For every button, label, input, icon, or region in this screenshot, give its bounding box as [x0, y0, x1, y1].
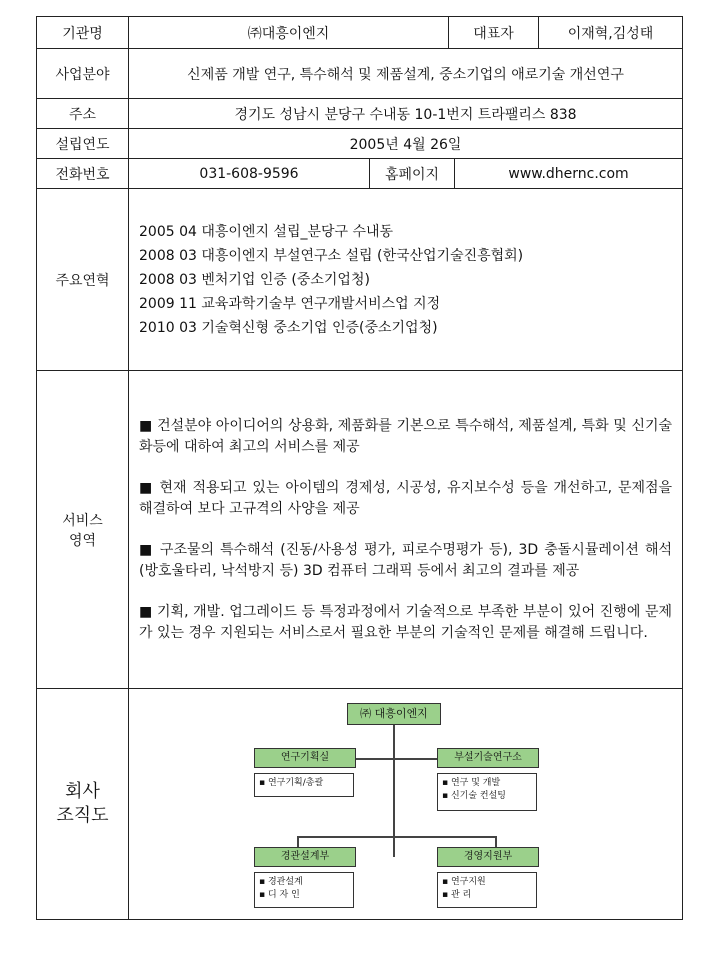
org-unit-item: ▪ 연구기획/총괄 [259, 778, 324, 788]
org-unit-item: ▪ 연구지원 [442, 877, 486, 887]
history-label: 주요연혁 [37, 189, 129, 371]
phone-value: 031-608-9596 [129, 159, 370, 189]
ceo-value: 이재혁,김성태 [539, 17, 683, 49]
org-connector [297, 836, 497, 838]
org-unit-body [254, 773, 354, 797]
org-unit-title: 부설기술연구소 [437, 748, 539, 768]
history-item: 2005 04 대흥이엔지 설립_분당구 수내동 [139, 223, 394, 240]
service-item: ■ 구조물의 특수해석 (진동/사용성 평가, 피로수명평가 등), 3D 충돌시뮬레이션 해석 (방호울타리, 낙석방지 등) 3D 컴퓨터 그래픽 등에서 최고의 결과를 제공 [139, 541, 673, 579]
org-unit-body [437, 773, 537, 811]
services-label [37, 371, 129, 689]
services-label-line2: 영역 [68, 532, 97, 549]
homepage-link[interactable]: www.dhernc.com [455, 159, 683, 189]
ceo-label: 대표자 [449, 17, 539, 49]
phone-label: 전화번호 [37, 159, 129, 189]
org-unit-item: ▪ 신기술 컨설팅 [442, 791, 506, 801]
business-label: 사업분야 [37, 49, 129, 99]
org-chart-cell [129, 689, 683, 920]
org-unit-title: 연구기획실 [254, 748, 356, 768]
org-chart [129, 689, 682, 920]
founded-label: 설립연도 [37, 129, 129, 159]
service-item: ■ 건설분야 아이디어의 상용화, 제품화를 기본으로 특수해석, 제품설계, 특화 및 신기술화등에 대하여 최고의 서비스를 제공 [139, 417, 673, 455]
history-item: 2008 03 벤처기업 인증 (중소기업청) [139, 271, 370, 288]
org-unit-item: ▪ 경관설계 [259, 877, 303, 887]
address-value: 경기도 성남시 분당구 수내동 10-1번지 트라팰리스 838 [129, 99, 683, 129]
history-item: 2010 03 기술혁신형 중소기업 인증(중소기업청) [139, 319, 438, 336]
services-label-line1: 서비스 [62, 512, 103, 529]
org-chart-label [37, 689, 129, 920]
company-info-table [36, 16, 683, 920]
org-unit-title: 경관설계부 [254, 847, 356, 867]
address-label: 주소 [37, 99, 129, 129]
history-list [129, 189, 683, 371]
org-unit-item: ▪ 연구 및 개발 [442, 778, 501, 788]
org-chart-label-line2: 조직도 [56, 805, 109, 826]
history-item: 2008 03 대흥이엔지 부설연구소 설립 (한국산업기술진흥협회) [139, 247, 524, 264]
org-name-value: ㈜대흥이엔지 [129, 17, 449, 49]
org-unit-title: 경영지원부 [437, 847, 539, 867]
founded-value: 2005년 4월 26일 [129, 129, 683, 159]
org-unit-item: ▪ 디 자 인 [259, 890, 300, 900]
services-list [129, 371, 683, 689]
org-unit-item: ▪ 관 리 [442, 890, 472, 900]
org-unit-body [254, 872, 354, 908]
org-name-label: 기관명 [37, 17, 129, 49]
homepage-label: 홈페이지 [370, 159, 455, 189]
service-item: ■ 기획, 개발. 업그레이드 등 특정과정에서 기술적으로 부족한 부분이 있어 진행에 문제가 있는 경우 지원되는 서비스로서 필요한 부분의 기술적인 문제를 해결해 드립니다. [139, 603, 673, 641]
org-chart-label-line1: 회사 [65, 781, 100, 802]
history-item: 2009 11 교육과학기술부 연구개발서비스업 지정 [139, 295, 441, 312]
service-item: ■ 현재 적용되고 있는 아이템의 경제성, 시공성, 유지보수성 등을 개선하고, 문제점을 해결하여 보다 고규격의 사양을 제공 [139, 479, 673, 517]
business-value: 신제품 개발 연구, 특수해석 및 제품설계, 중소기업의 애로기술 개선연구 [129, 49, 683, 99]
org-unit-body [437, 872, 537, 908]
org-top-node: ㈜ 대흥이엔지 [347, 703, 441, 725]
